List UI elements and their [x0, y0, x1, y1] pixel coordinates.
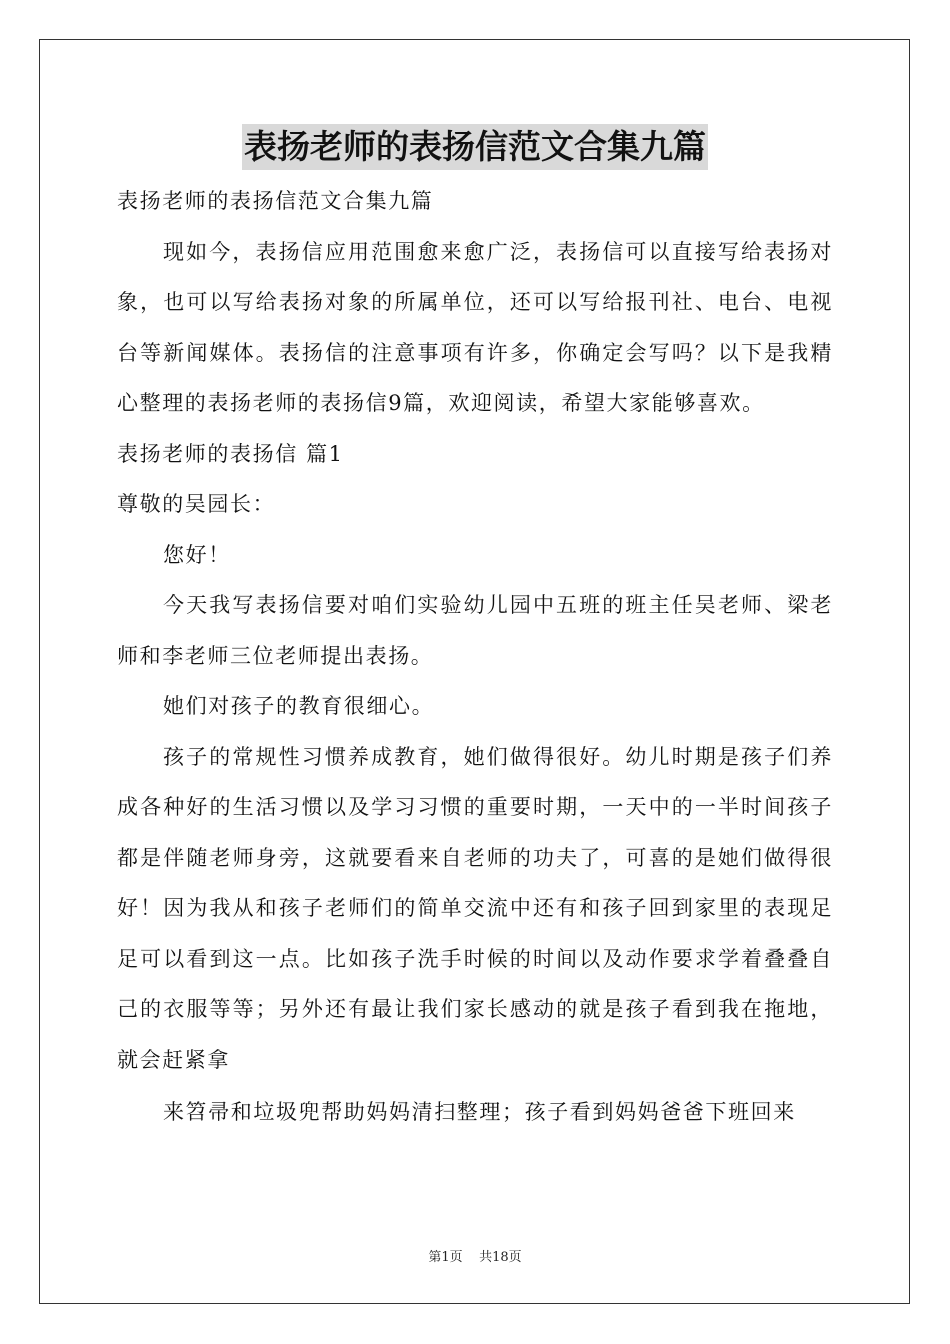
- section-heading: 表扬老师的表扬信 篇1: [117, 441, 344, 466]
- document-title: 表扬老师的表扬信范文合集九篇: [242, 124, 708, 170]
- page-total: 共18页: [479, 1250, 522, 1265]
- page-number: 第1页: [428, 1250, 463, 1265]
- paragraph-body: 来笤帚和垃圾兜帮助妈妈清扫整理；孩子看到妈妈爸爸下班回来: [163, 1100, 796, 1124]
- paragraph-subtitle: 表扬老师的表扬信范文合集九篇: [117, 189, 434, 213]
- page-footer: [0, 1246, 950, 1265]
- title-container: [0, 124, 950, 170]
- paragraph-body: 孩子的常规性习惯养成教育，她们做得很好。幼儿时期是孩子们养成各种好的生活习惯以及学习习惯的重要时期，一天中的一半时间孩子都是伴随老师身旁，这就要看来自老师的功夫了，可喜的是她们做得很好！因为我从和孩子老师们的简单交流中还有和孩子回到家里的表现足足可以看到这一点。比如孩子洗手时候的时间以及动作要求学着叠叠自己的衣服等等；另外还有最让我们家长感动的就是孩子看到我在拖地，就会赶紧拿: [117, 744, 833, 1072]
- salutation: 尊敬的吴园长：: [117, 492, 276, 516]
- document-body: [117, 176, 833, 1138]
- paragraph-body: 她们对孩子的教育很细心。: [163, 694, 435, 718]
- paragraph-intro: 现如今，表扬信应用范围愈来愈广泛，表扬信可以直接写给表扬对象，也可以写给表扬对象的所属单位，还可以写给报刊社、电台、电视台等新闻媒体。表扬信的注意事项有许多，你确定会写吗？以下是我精心整理的表扬老师的表扬信9篇，欢迎阅读，希望大家能够喜欢。: [117, 239, 833, 415]
- paragraph-body: 今天我写表扬信要对咱们实验幼儿园中五班的班主任吴老师、梁老师和李老师三位老师提出表扬。: [117, 593, 833, 668]
- greeting: 您好！: [163, 542, 231, 567]
